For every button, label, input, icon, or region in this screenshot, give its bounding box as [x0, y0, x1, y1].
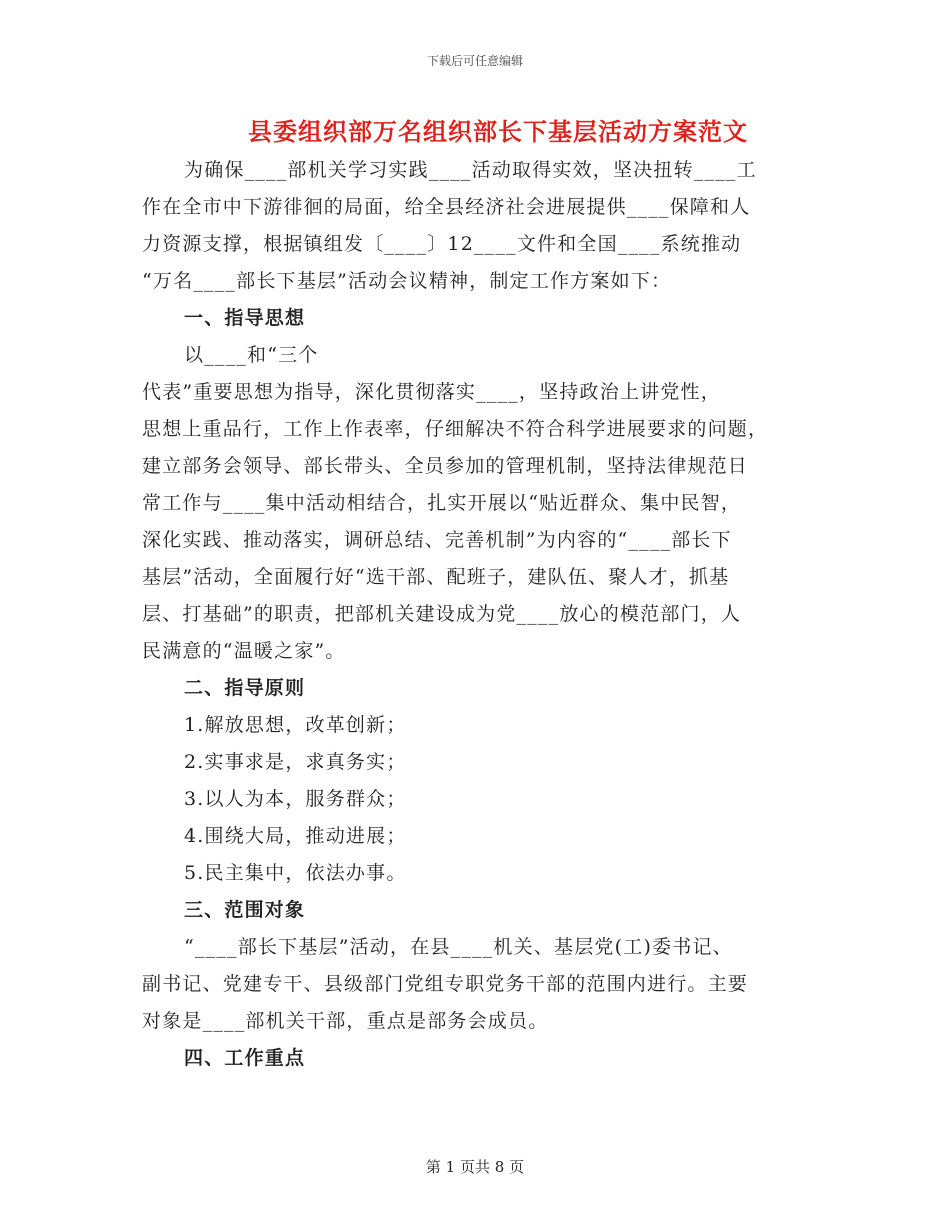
- paragraph-line: “____部长下基层”活动，在县____机关、基层党(工)委书记、: [184, 936, 733, 958]
- page-footer: 第 1 页共 8 页: [425, 1158, 525, 1176]
- page-header: 下载后可任意编辑: [426, 54, 523, 68]
- paragraph-line: 副书记、党建专干、县级部门党组专职党务干部的范围内进行。主要: [142, 973, 749, 995]
- paragraph-line: 基层”活动，全面履行好“选干部、配班子，建队伍、聚人才，抓基: [142, 566, 730, 588]
- intro-line: “万名____部长下基层”活动会议精神，制定工作方案如下：: [142, 270, 672, 292]
- section-guiding-thought: [142, 300, 807, 670]
- paragraph-line: 建立部务会领导、部长带头、全员参加的管理机制，坚持法律规范日: [142, 455, 749, 477]
- paragraph-line: 以____和“三个: [184, 344, 319, 366]
- paragraph-line: 层、打基础”的职责，把部机关建设成为党____放心的模范部门，人: [142, 603, 742, 625]
- intro-line: 作在全市中下游徘徊的局面，给全县经济社会进展提供____保障和人: [142, 196, 751, 218]
- intro-line: 力资源支撑，根据镇组发〔____〕12____文件和全国____系统推动: [142, 233, 742, 255]
- list-item: 4.围绕大局，推动进展；: [184, 825, 407, 847]
- paragraph-line: 深化实践、推动落实，调研总结、完善机制”为内容的“____部长下: [142, 529, 732, 551]
- section-scope: [142, 892, 807, 1040]
- paragraph-line: 常工作与____集中活动相结合，扎实开展以“贴近群众、集中民智，: [142, 492, 742, 514]
- intro-paragraph: [142, 152, 807, 300]
- intro-line: 为确保____部机关学习实践____活动取得实效，坚决扭转____工: [184, 159, 757, 181]
- document-title: 县委组织部万名组织部长下基层活动方案范文: [248, 117, 748, 146]
- list-item: 2.实事求是，求真务实；: [184, 751, 407, 773]
- section-heading: 四、工作重点: [184, 1047, 306, 1069]
- paragraph-line: 思想上重品行，工作上作表率，仔细解决不符合科学进展要求的问题，: [142, 418, 769, 440]
- paragraph-line: 对象是____部机关干部，重点是部务会成员。: [142, 1010, 549, 1032]
- section-guiding-principles: [142, 670, 807, 892]
- paragraph-line: 民满意的“温暖之家”。: [142, 640, 346, 662]
- section-work-focus: [142, 1040, 807, 1077]
- list-item: 3.以人为本，服务群众；: [184, 788, 407, 810]
- section-heading: 三、范围对象: [184, 899, 306, 921]
- paragraph-line: 代表”重要思想为指导，深化贯彻落实____，坚持政治上讲党性，: [142, 381, 721, 403]
- section-heading: 一、指导思想: [184, 307, 306, 329]
- section-heading: 二、指导原则: [184, 677, 306, 699]
- list-item: 1.解放思想，改革创新；: [184, 714, 407, 736]
- list-item: 5.民主集中，依法办事。: [184, 862, 407, 884]
